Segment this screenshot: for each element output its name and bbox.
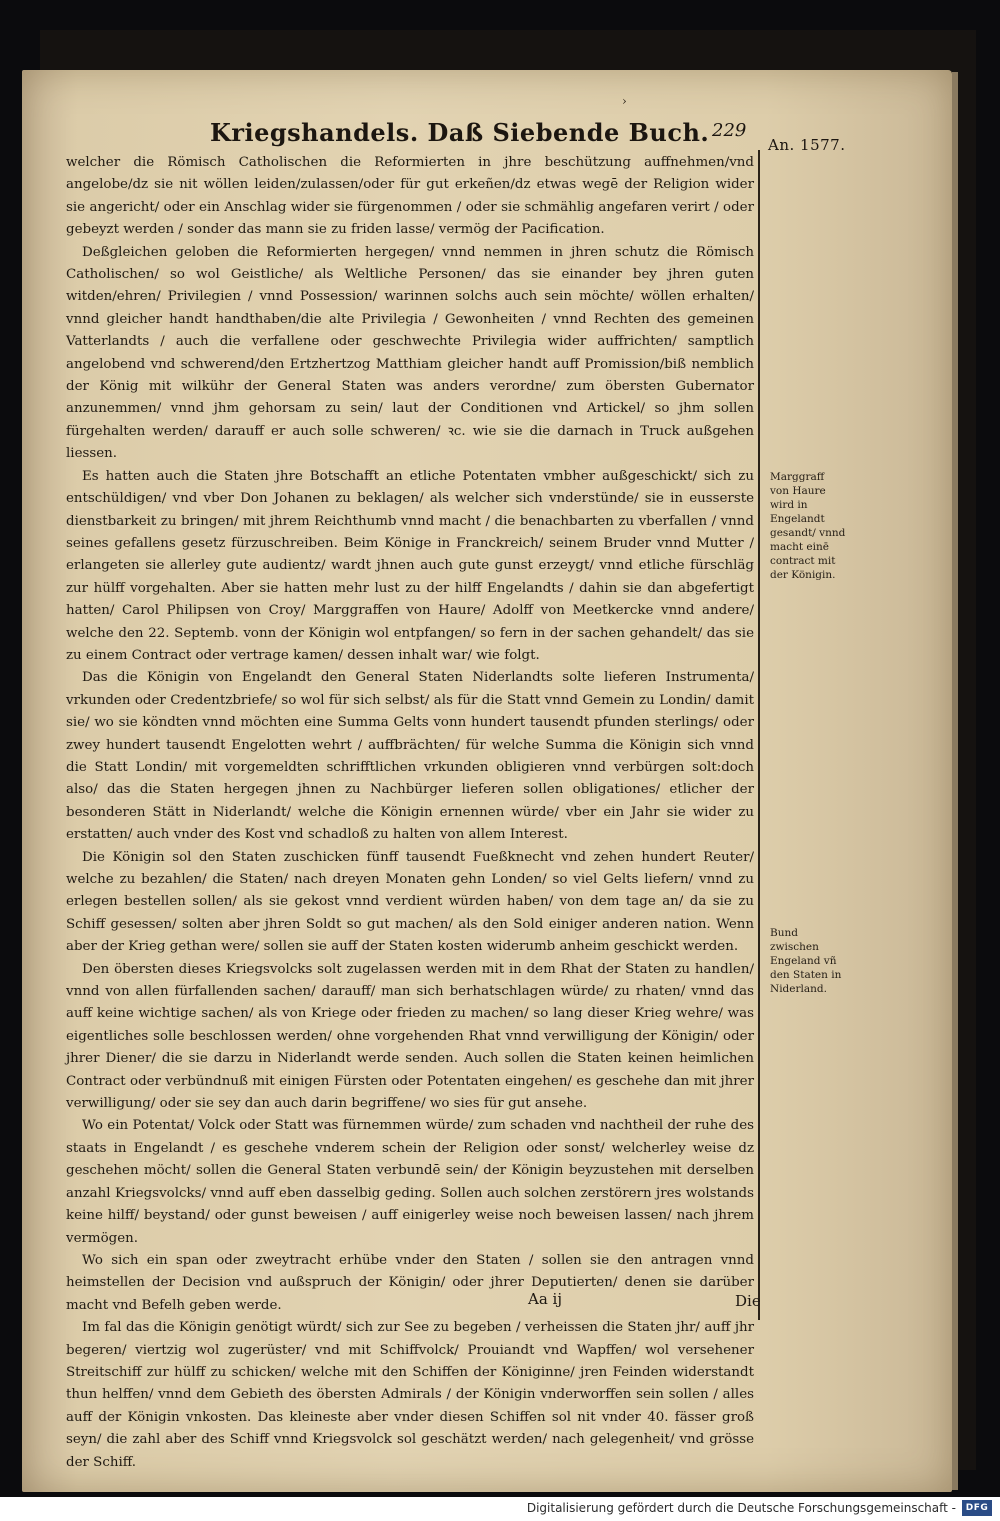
paragraph: Die Königin sol den Staten zuschicken fünff tausendt Fueßknecht vnd zehen hundert Reuter/ welche zu bezahlen/ die Staten/ nach dreyen Monaten gehn Londen/ so viel Gelts liefern/ vnnd zu erlegen bestellen sollen/ als sie gekost vnnd verdient würden haben/ von dem tage an/ da sie zu Schiff gesessen/ solten aber jhren Soldt so gut machen/ als den Sold einiger anderen nation. Wenn aber der Krieg gethan were/ sollen sie auff der Staten kosten widerumb anheim geschickt werden. bbox=[66, 849, 754, 955]
paragraph: Wo ein Potentat/ Volck oder Statt was fürnemmen würde/ zum schaden vnd nachtheil der ruhe des staats in Engelandt / es geschehe vnderem schein der Religion oder sonst/ welcherley weise dz geschehen möcht/ sollen die General Staten verbundē sein/ der Königin beyzustehen mit derselben anzahl Kriegsvolcks/ vnnd auff eben dasselbig geding. Sollen auch solchen zerstörern jres wolstands keine hilff/ beystand/ oder gunst beweisen / auff einigerley weise noch beweisen lassen/ nach jhrem vermögen. bbox=[66, 1118, 754, 1246]
margin-year: An. 1577. bbox=[768, 136, 846, 154]
funding-credit: Digitalisierung gefördert durch die Deutsche Forschungsgemeinschaft - bbox=[526, 1501, 956, 1515]
paragraph: Im fal das die Königin genötigt würdt/ sich zur See zu begeben / verheissen die Staten jhr/ auff jhr begeren/ viertzig wol zugerüster/ vnd mit Schiffvolck/ Prouiandt vnd Wapffen/ wol versehener Streitschiff zur hülff zu schicken/ welche mit den Schiffen der Königinne/ jren Feinden widerstandt thun helffen/ vnnd dem Gebieth des öbersten Admirals / der Königin vnderworffen sein sollen / alles auff der Königin vnkosten. Das kleineste aber vnder diesen Schiffen sol nit vnder 40. fässer groß seyn/ die zahl aber des Schiff vnnd Kriegsvolck sol geschätzt werden/ nach gelegenheit/ vnd grösse der Schiff. bbox=[66, 1320, 754, 1470]
margin-note: Bund zwischen Engeland vñ den Staten in Niderland. bbox=[770, 927, 842, 995]
running-title: Kriegshandels. Daß Siebende Buch. bbox=[210, 118, 710, 147]
page-edge bbox=[952, 72, 958, 1490]
margin-rule bbox=[758, 150, 760, 1320]
dfg-logo-icon: DFG bbox=[962, 1500, 992, 1516]
paragraph: Es hatten auch die Staten jhre Botschafft an etliche Potentaten vmbher außgeschickt/ sich zu entschüldigen/ vnd vber Don Johanen zu beklagen/ als welcher sich vnderstünde/ sie in eusserste dienstbarkeit zu bringen/ mit jhrem Reichthumb vnnd macht / die benachbarten zu vberfallen / vnnd seines gefallens gesetz fürzuschreiben. Beim Könige in Franckreich/ seinem Bruder vnnd Mutter / erlangeten sie allerley gute audientz/ wardt jhnen auch gute gunst erzeygt/ vnnd etliche fürschläg zur hülff vorgehalten. Aber sie hatten mehr lust zu der hilff Engelandts / dahin sie dan abgefertigt hatten/ Carol Philipsen von Croy/ Marggraffen von Haure/ Adolff von Meetkercke vnnd andere/ welche den 22. Septemb. vonn der Königin wol entpfangen/ so fern in der sachen gehandelt/ das sie zu einem Contract oder vertrage kamen/ dessen inhalt war/ wie folgt. bbox=[66, 468, 754, 663]
paragraph: Den öbersten dieses Kriegsvolcks solt zugelassen werden mit in dem Rhat der Staten zu handlen/ vnnd von allen fürfallenden sachen/ darauff/ man sich berhatschlagen würde/ zu rhaten/ vnnd das auff keine wichtige sachen/ als von Kriege oder frieden zu machen/ so lang dieser Krieg wehre/ was eigentliches solle beschlossen werden/ ohne vorgehenden Rhat vnnd verwilligung der Königin/ oder jhrer Diener/ die sie darzu in Niderlandt werde senden. Auch sollen die Staten keinen heimlichen Contract oder verbündnuß mit einigen Fürsten oder Potentaten eingehen/ es geschehe dan mit jhrer verwilligung/ oder sie sey dan auch darin begriffene/ wo sies für gut ansehe. bbox=[66, 961, 754, 1112]
paragraph: Deßgleichen geloben die Reformierten hergegen/ vnnd nemmen in jhren schutz die Römisch Catholischen/ so wol Geistliche/ als Weltliche Personen/ das sie einander bey jhren guten witden/ehren/ Privilegien / vnnd Possession/ warinnen solchs auch sein möchte/ wöllen erhalten/ vnnd gleicher handt handthaben/die alte Privilegia / Gewonheiten / vnnd Rechten des gemeinen Vatterlandts / auch die verfallene oder geschwechte Privilegia wider auffrichten/ samptlich angelobend vnd schwerend/den Ertzhertzog Matthiam gleicher handt auff Promission/biß nemblich der König mit wilkühr der General Staten was anders verordne/ zum öbersten Gubernator anzunemmen/ vnnd jhm gehorsam zu sein/ laut der Conditionen vnd Artickel/ so jhm sollen fürgehalten werden/ darauff er auch solle schweren/ ꝛc. wie sie die darnach in Truck außgehen liessen. bbox=[66, 244, 754, 462]
main-text-column bbox=[66, 152, 754, 1474]
ink-mark: › bbox=[622, 94, 627, 108]
folio-number: 229 bbox=[712, 120, 747, 141]
paragraph: welcher die Römisch Catholischen die Reformierten in jhre beschützung auffnehmen/vnd angelobe/dz sie nit wöllen leiden/zulassen/oder für gut erkeñen/dz etwas wegē der Religion wider sie angericht/ oder ein Anschlag wider sie fürgenommen / oder sie schmählig angefaren verirt / oder gebeyzt werden / sonder das mann sie zu friden lasse/ vermög der Pacification. bbox=[66, 155, 754, 238]
margin-note: Marggraff von Haure wird in Engelandt gesandt/ vnnd macht einē contract mit der Königin. bbox=[770, 471, 846, 581]
paragraph: Wo sich ein span oder zweytracht erhübe vnder den Staten / sollen sie den antragen vnnd heimstellen der Decision vnd außspruch der Königin/ oder jhrer Deputierten/ denen sie darüber macht vnd Befelh geben werde. bbox=[66, 1252, 754, 1313]
catchword: Die bbox=[735, 1292, 761, 1310]
paragraph: Das die Königin von Engelandt den General Staten Niderlandts solte lieferen Instrumenta/ vrkunden oder Credentzbriefe/ so wol für sich selbst/ als für die Statt vnnd Gemein zu Londin/ damit sie/ wo sie köndten vnnd möchten eine Summa Gelts vonn hundert tausendt pfunden sterlings/ oder zwey hundert tausendt Engelotten wehrt / auffbrächten/ für welche Summa die Königin sich vnnd die Statt Londin/ mit vorgemeldten schrifftlichen vrkunden obligieren vnnd verbürgen solt:doch also/ das die Staten hergegen jhnen zu Nachbürger lieferen sollen obligationes/ etlicher der besonderen Stätt in Niderlandt/ welche die Königin ernennen würde/ vber ein Jahr sie wider zu erstatten/ auch vnder des Kost vnd schadloß zu halten von allem Interest. bbox=[66, 670, 754, 843]
signature-mark: Aa ij bbox=[528, 1290, 562, 1308]
